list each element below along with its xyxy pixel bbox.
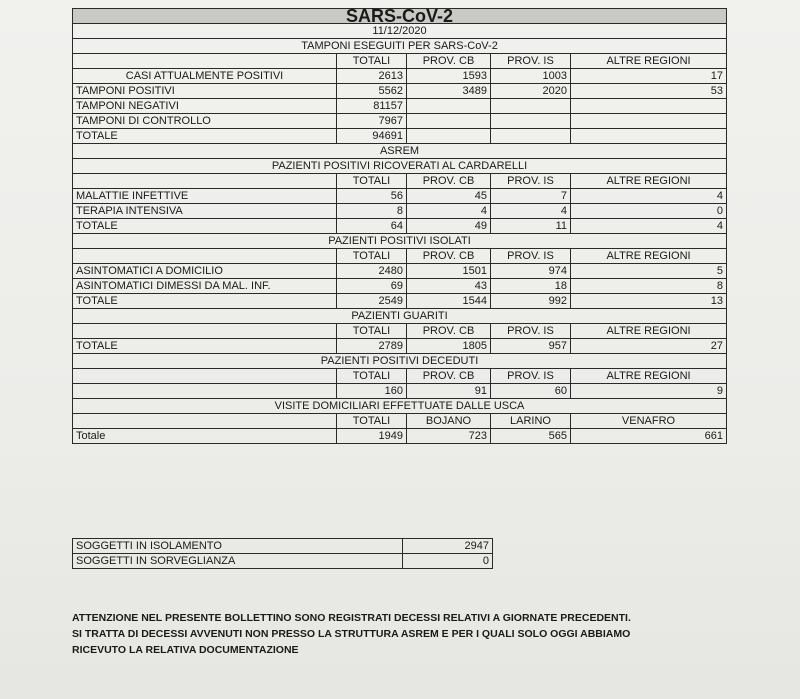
- cell-value: 565: [491, 429, 571, 444]
- cell-value: 992: [491, 294, 571, 309]
- cell-value: 4: [571, 219, 727, 234]
- notice-line: SI TRATTA DI DECESSI AVVENUTI NON PRESSO LA STRUTTURA ASREM E PER I QUALI SOLO OGGI ABBIAMO: [72, 628, 631, 640]
- cell-value: 160: [337, 384, 407, 399]
- cell-value: [571, 129, 727, 144]
- column-header: ALTRE REGIONI: [571, 54, 727, 69]
- table-row: [73, 84, 727, 99]
- cell-value: [491, 129, 571, 144]
- column-header: LARINO: [491, 414, 571, 429]
- row-label: TERAPIA INTENSIVA: [73, 204, 337, 219]
- table-row: [73, 309, 727, 324]
- cell-value: [571, 114, 727, 129]
- column-header: VENAFRO: [571, 414, 727, 429]
- cell-value: [491, 99, 571, 114]
- table-row: [73, 539, 493, 554]
- row-label: CASI ATTUALMENTE POSITIVI: [73, 69, 337, 84]
- row-label: Totale: [73, 429, 337, 444]
- row-label: SOGGETTI IN ISOLAMENTO: [73, 539, 403, 554]
- header-spacer: [73, 174, 337, 189]
- cell-value: 94691: [337, 129, 407, 144]
- column-header: TOTALI: [337, 414, 407, 429]
- column-header: PROV. IS: [491, 324, 571, 339]
- row-label: ASINTOMATICI A DOMICILIO: [73, 264, 337, 279]
- cell-value: 17: [571, 69, 727, 84]
- report-date: 11/12/2020: [73, 24, 727, 39]
- cell-value: 4: [491, 204, 571, 219]
- table-row: [73, 189, 727, 204]
- cell-value: 56: [337, 189, 407, 204]
- cell-value: 2947: [403, 539, 493, 554]
- cell-value: 1805: [407, 339, 491, 354]
- row-label: TAMPONI NEGATIVI: [73, 99, 337, 114]
- row-label: TAMPONI POSITIVI: [73, 84, 337, 99]
- cell-value: 81157: [337, 99, 407, 114]
- row-label: TOTALE: [73, 129, 337, 144]
- cell-value: 1003: [491, 69, 571, 84]
- column-header: ALTRE REGIONI: [571, 324, 727, 339]
- column-header: BOJANO: [407, 414, 491, 429]
- page-title: SARS-CoV-2: [73, 9, 727, 24]
- cell-value: 9: [571, 384, 727, 399]
- table-row: [73, 264, 727, 279]
- table-row: [73, 554, 493, 569]
- column-header: TOTALI: [337, 174, 407, 189]
- row-label: ASINTOMATICI DIMESSI DA MAL. INF.: [73, 279, 337, 294]
- cell-value: 2789: [337, 339, 407, 354]
- section-heading: VISITE DOMICILIARI EFFETTUATE DALLE USCA: [73, 399, 727, 414]
- cell-value: 2020: [491, 84, 571, 99]
- column-header: TOTALI: [337, 54, 407, 69]
- table-row: [73, 279, 727, 294]
- header-spacer: [73, 249, 337, 264]
- header-spacer: [73, 324, 337, 339]
- table-row: [73, 204, 727, 219]
- table-row: [73, 369, 727, 384]
- cell-value: 7967: [337, 114, 407, 129]
- section-heading: PAZIENTI POSITIVI RICOVERATI AL CARDARELLI: [73, 159, 727, 174]
- subjects-table: [72, 538, 493, 569]
- notice-text: [72, 610, 772, 658]
- column-header: PROV. CB: [407, 174, 491, 189]
- table-row: [73, 114, 727, 129]
- column-header: PROV. IS: [491, 249, 571, 264]
- cell-value: 0: [571, 204, 727, 219]
- cell-value: 0: [403, 554, 493, 569]
- table-row: [73, 39, 727, 54]
- cell-value: 2480: [337, 264, 407, 279]
- table-row: [73, 54, 727, 69]
- table-row: [73, 249, 727, 264]
- table-row: [73, 174, 727, 189]
- section-heading: PAZIENTI GUARITI: [73, 309, 727, 324]
- row-label: MALATTIE INFETTIVE: [73, 189, 337, 204]
- row-label: SOGGETTI IN SORVEGLIANZA: [73, 554, 403, 569]
- table-row: [73, 219, 727, 234]
- table-row: [73, 339, 727, 354]
- cell-value: 5562: [337, 84, 407, 99]
- cell-value: 4: [571, 189, 727, 204]
- table-row: [73, 414, 727, 429]
- header-spacer: [73, 54, 337, 69]
- cell-value: 2549: [337, 294, 407, 309]
- column-header: TOTALI: [337, 324, 407, 339]
- notice-line: ATTENZIONE NEL PRESENTE BOLLETTINO SONO REGISTRATI DECESSI RELATIVI A GIORNATE PRECEDENTI.: [72, 612, 631, 624]
- column-header: PROV. CB: [407, 54, 491, 69]
- table-row: [73, 234, 727, 249]
- table-row: [73, 354, 727, 369]
- row-label: TOTALE: [73, 219, 337, 234]
- cell-value: [491, 114, 571, 129]
- row-label: TOTALE: [73, 339, 337, 354]
- table-row: [73, 24, 727, 39]
- table-row: [73, 159, 727, 174]
- cell-value: 723: [407, 429, 491, 444]
- table-row: [73, 144, 727, 159]
- cell-value: 13: [571, 294, 727, 309]
- cell-value: 1593: [407, 69, 491, 84]
- cell-value: 27: [571, 339, 727, 354]
- cell-value: 1544: [407, 294, 491, 309]
- section-heading: ASREM: [73, 144, 727, 159]
- column-header: ALTRE REGIONI: [571, 249, 727, 264]
- column-header: PROV. CB: [407, 249, 491, 264]
- column-header: ALTRE REGIONI: [571, 369, 727, 384]
- section-heading: PAZIENTI POSITIVI ISOLATI: [73, 234, 727, 249]
- table-row: [73, 324, 727, 339]
- column-header: ALTRE REGIONI: [571, 174, 727, 189]
- cell-value: 7: [491, 189, 571, 204]
- notice-line: RICEVUTO LA RELATIVA DOCUMENTAZIONE: [72, 644, 299, 656]
- cell-value: 974: [491, 264, 571, 279]
- cell-value: 4: [407, 204, 491, 219]
- cell-value: 60: [491, 384, 571, 399]
- cell-value: 49: [407, 219, 491, 234]
- table-row: [73, 429, 727, 444]
- cell-value: 661: [571, 429, 727, 444]
- table-row: [73, 384, 727, 399]
- table-row: [73, 294, 727, 309]
- cell-value: [407, 114, 491, 129]
- cell-value: 2613: [337, 69, 407, 84]
- column-header: TOTALI: [337, 249, 407, 264]
- column-header: PROV. IS: [491, 369, 571, 384]
- row-label: TOTALE: [73, 294, 337, 309]
- column-header: PROV. CB: [407, 369, 491, 384]
- table-row: [73, 399, 727, 414]
- column-header: TOTALI: [337, 369, 407, 384]
- row-label: [73, 384, 337, 399]
- cell-value: [407, 99, 491, 114]
- column-header: PROV. IS: [491, 174, 571, 189]
- cell-value: [571, 99, 727, 114]
- cell-value: 5: [571, 264, 727, 279]
- cell-value: 64: [337, 219, 407, 234]
- cell-value: 8: [337, 204, 407, 219]
- table-row: [73, 9, 727, 24]
- column-header: PROV. CB: [407, 324, 491, 339]
- cell-value: 1501: [407, 264, 491, 279]
- cell-value: 957: [491, 339, 571, 354]
- cell-value: 3489: [407, 84, 491, 99]
- cell-value: 43: [407, 279, 491, 294]
- cell-value: [407, 129, 491, 144]
- cell-value: 11: [491, 219, 571, 234]
- cell-value: 18: [491, 279, 571, 294]
- table-row: [73, 99, 727, 114]
- column-header: PROV. IS: [491, 54, 571, 69]
- cell-value: 45: [407, 189, 491, 204]
- cell-value: 8: [571, 279, 727, 294]
- cell-value: 91: [407, 384, 491, 399]
- section-heading: TAMPONI ESEGUITI PER SARS-CoV-2: [73, 39, 727, 54]
- cell-value: 69: [337, 279, 407, 294]
- table-row: [73, 129, 727, 144]
- cell-value: 1949: [337, 429, 407, 444]
- header-spacer: [73, 414, 337, 429]
- header-spacer: [73, 369, 337, 384]
- table-row: [73, 69, 727, 84]
- row-label: TAMPONI DI CONTROLLO: [73, 114, 337, 129]
- cell-value: 53: [571, 84, 727, 99]
- section-heading: PAZIENTI POSITIVI DECEDUTI: [73, 354, 727, 369]
- bulletin-table: [72, 8, 727, 444]
